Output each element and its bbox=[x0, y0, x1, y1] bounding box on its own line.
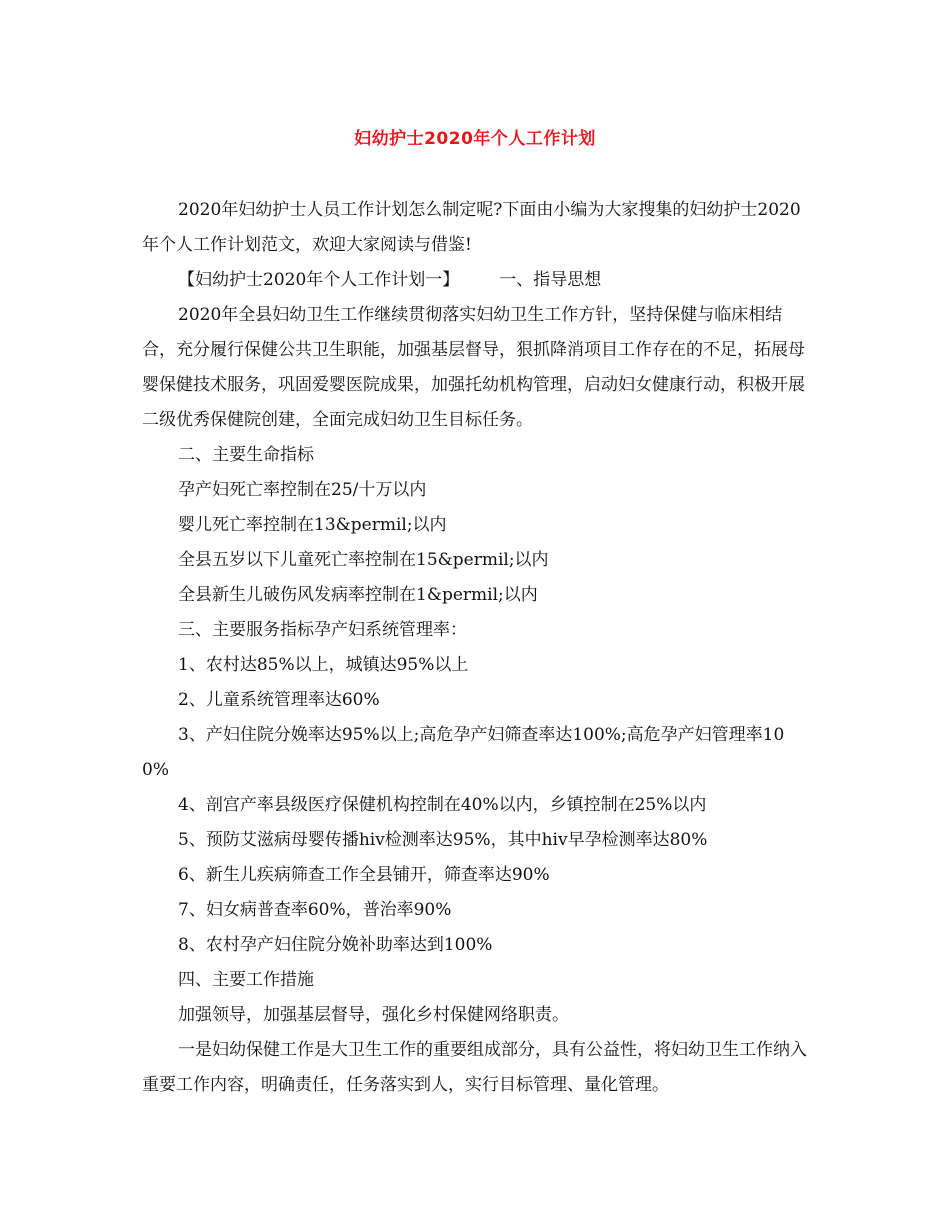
paragraph: 加强领导，加强基层督导，强化乡村保健网络职责。 bbox=[178, 1005, 569, 1025]
list-item: 5、预防艾滋病母婴传播hiv检测率达95%，其中hiv早孕检测率达80% bbox=[178, 830, 708, 850]
section-heading-4: 四、主要工作措施 bbox=[178, 970, 314, 990]
section-heading-2: 二、主要生命指标 bbox=[178, 445, 314, 465]
paragraph: 一是妇幼保健工作是大卫生工作的重要组成部分，具有公益性，将妇幼卫生工作纳入重要工作内容，明确责任，任务落实到人，实行目标管理、量化管理。 bbox=[142, 1040, 807, 1095]
section-heading-1: 一、指导思想 bbox=[499, 270, 602, 290]
list-item: 7、妇女病普查率60%，普治率90% bbox=[178, 900, 452, 920]
list-item: 全县新生儿破伤风发病率控制在1&permil;以内 bbox=[178, 585, 538, 605]
section-heading-line bbox=[142, 263, 808, 298]
document-body bbox=[142, 193, 808, 1103]
document-title: 妇幼护士2020年个人工作计划 bbox=[354, 129, 596, 149]
list-item: 2、儿童系统管理率达60% bbox=[178, 690, 380, 710]
list-item: 8、农村孕产妇住院分娩补助率达到100% bbox=[178, 935, 493, 955]
list-item: 孕产妇死亡率控制在25/十万以内 bbox=[178, 480, 427, 500]
list-item: 6、新生儿疾病筛查工作全县铺开，筛查率达90% bbox=[178, 865, 550, 885]
list-item: 3、产妇住院分娩率达95%以上;高危孕产妇筛查率达100%;高危孕产妇管理率100% bbox=[142, 725, 785, 780]
plan-heading: 【妇幼护士2020年个人工作计划一】 bbox=[178, 270, 460, 290]
list-item: 1、农村达85%以上，城镇达95%以上 bbox=[178, 655, 469, 675]
list-item: 4、剖宫产率县级医疗保健机构控制在40%以内，乡镇控制在25%以内 bbox=[178, 795, 707, 815]
paragraph: 2020年全县妇幼卫生工作继续贯彻落实妇幼卫生工作方针，坚持保健与临床相结合，充分履行保健公共卫生职能，加强基层督导，狠抓降消项目工作存在的不足，拓展母婴保健技术服务，巩固爱婴医院成果，加强托幼机构管理，启动妇女健康行动，积极开展二级优秀保健院创建，全面完成妇幼卫生目标任务。 bbox=[142, 305, 805, 430]
list-item: 婴儿死亡率控制在13&permil;以内 bbox=[178, 515, 447, 535]
list-item: 全县五岁以下儿童死亡率控制在15&permil;以内 bbox=[178, 550, 549, 570]
intro-paragraph: 2020年妇幼护士人员工作计划怎么制定呢?下面由小编为大家搜集的妇幼护士2020年个人工作计划范文，欢迎大家阅读与借鉴! bbox=[142, 200, 801, 255]
section-heading-3: 三、主要服务指标孕产妇系统管理率： bbox=[178, 620, 467, 640]
